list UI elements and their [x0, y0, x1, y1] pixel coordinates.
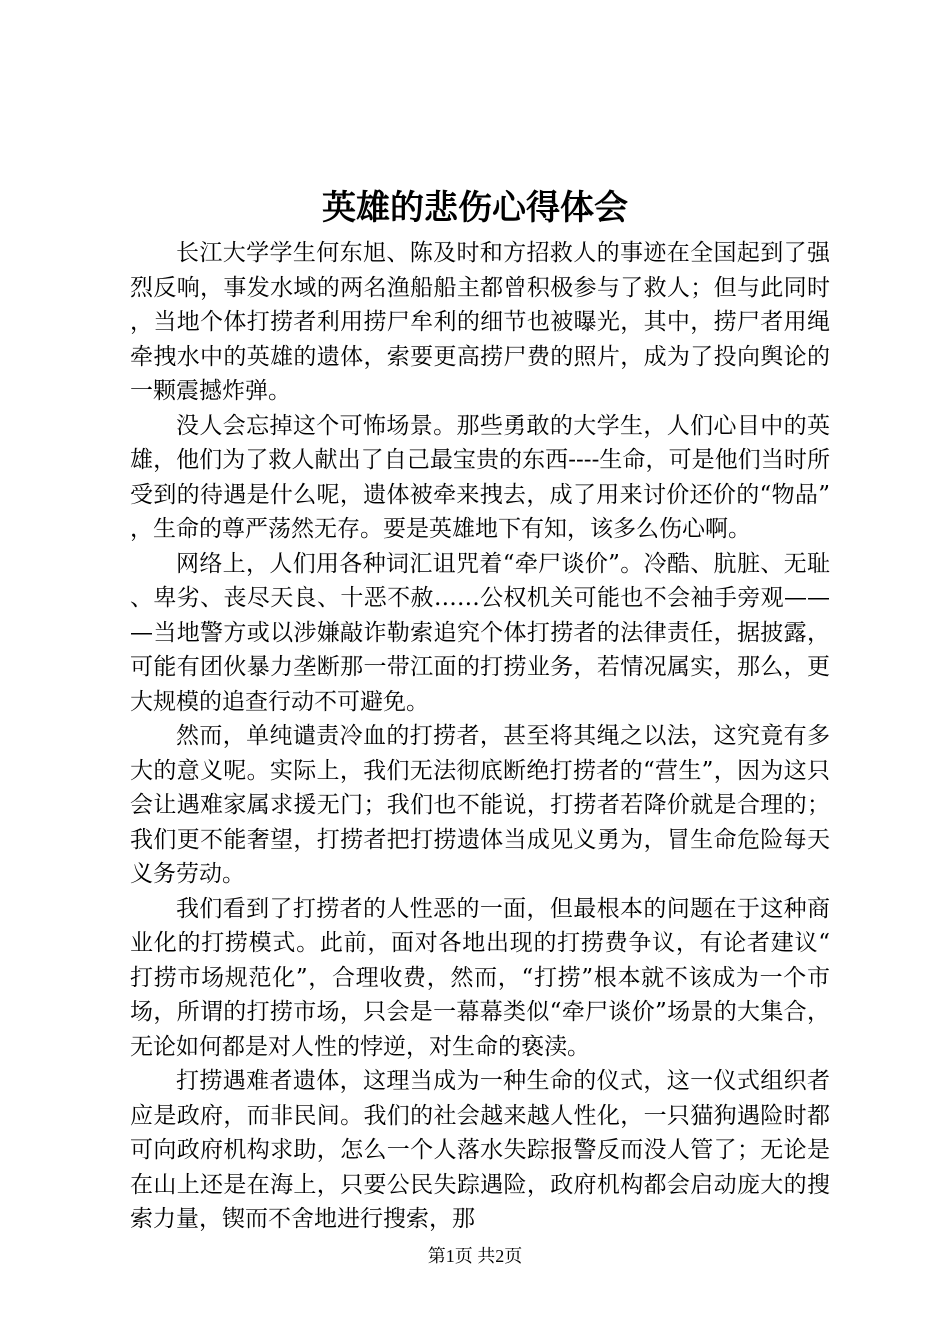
- document-title: 英雄的悲伤心得体会: [322, 188, 628, 228]
- paragraph-1: 长江大学学生何东旭、陈及时和方招救人的事迹在全国起到了强烈反响，事发水域的两名渔船船主都曾积极参与了救人；但与此同时，当地个体打捞者利用捞尸牟利的细节也被曝光，其中，捞尸者用绳牵拽水中的英雄的遗体，索要更高捞尸费的照片，成为了投向舆论的一颗震撼炸弹。: [130, 240, 830, 404]
- paragraph-5: 我们看到了打捞者的人性恶的一面，但最根本的问题在于这种商业化的打捞模式。此前，面对各地出现的打捞费争议，有论者建议“打捞市场规范化”，合理收费，然而，“打捞”根本就不该成为一个市场，所谓的打捞市场，只会是一幕幕类似“牵尸谈价”场景的大集合，无论如何都是对人性的悖逆，对生命的亵渎。: [130, 895, 830, 1060]
- paragraph-2: 没人会忘掉这个可怖场景。那些勇敢的大学生，人们心目中的英雄，他们为了救人献出了自己最宝贵的东西----生命，可是他们当时所受到的待遇是什么呢，遗体被牵来拽去，成了用来讨价还价的“物品”，生命的尊严荡然无存。要是英雄地下有知，该多么伤心啊。: [130, 412, 830, 542]
- paragraph-4: 然而，单纯谴责冷血的打捞者，甚至将其绳之以法，这究竟有多大的意义呢。实际上，我们无法彻底断绝打捞者的“营生”，因为这只会让遇难家属求援无门；我们也不能说，打捞者若降价就是合理的；我们更不能奢望，打捞者把打捞遗体当成见义勇为，冒生命危险每天义务劳动。: [130, 723, 830, 887]
- page-footer: 第1页 共2页: [427, 1246, 523, 1266]
- paragraph-6: 打捞遇难者遗体，这理当成为一种生命的仪式，这一仪式组织者应是政府，而非民间。我们的社会越来越人性化，一只猫狗遇险时都可向政府机构求助，怎么一个人落水失踪报警反而没人管了；无论是在山上还是在海上，只要公民失踪遇险，政府机构都会启动庞大的搜索力量，锲而不舍地进行搜索，那: [130, 1068, 830, 1232]
- paragraph-3: 网络上，人们用各种词汇诅咒着“牵尸谈价”。冷酷、肮脏、无耻、卑劣、丧尽天良、十恶不赦……公权机关可能也不会袖手旁观———当地警方或以涉嫌敲诈勒索追究个体打捞者的法律责任，据披露，可能有团伙暴力垄断那一带江面的打捞业务，若情况属实，那么，更大规模的追查行动不可避免。: [130, 550, 830, 715]
- document-body: [130, 236, 830, 1237]
